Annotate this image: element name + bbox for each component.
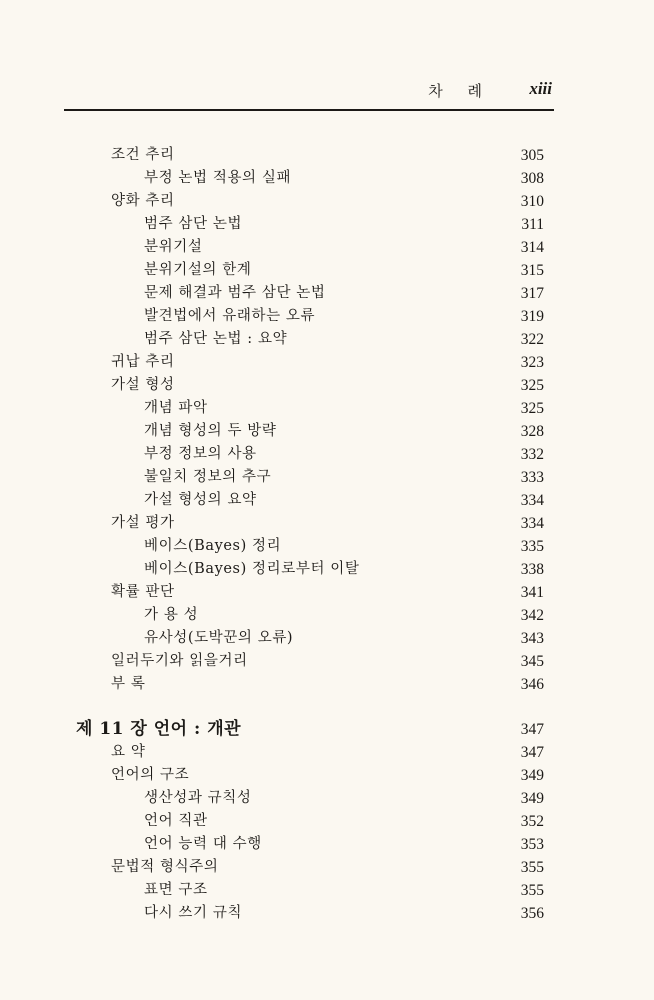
- table-of-contents: [0, 144, 654, 925]
- toc-entry-label: 개념 형성의 두 방략: [144, 423, 277, 439]
- toc-entry-page: 355: [520, 859, 544, 876]
- toc-entry-label: 표면 구조: [144, 882, 208, 898]
- toc-entry-label: 확률 판단: [111, 584, 175, 600]
- running-head: [64, 80, 554, 102]
- toc-entry-label: 분위기설: [144, 239, 203, 255]
- running-head-page-number: xiii: [529, 79, 552, 98]
- toc-entry-label: 분위기설의 한계: [144, 262, 252, 278]
- toc-entry-page: 328: [520, 423, 544, 440]
- toc-entry-page: 343: [520, 630, 544, 647]
- toc-entry-label: 문법적 형식주의: [111, 859, 219, 875]
- toc-entry-label: 베이스(Bayes) 정리: [144, 538, 282, 554]
- toc-entry-page: 334: [520, 492, 544, 509]
- toc-entry-page: 332: [520, 446, 544, 463]
- toc-entry-page: 349: [520, 790, 544, 807]
- toc-entry: [0, 879, 654, 902]
- toc-entry-label: 가설 형성의 요약: [144, 492, 257, 508]
- toc-entry: [0, 420, 654, 443]
- toc-entry: [0, 764, 654, 787]
- toc-entry-label: 생산성과 규칙성: [144, 790, 252, 806]
- toc-entry: [0, 650, 654, 673]
- toc-entry: [0, 535, 654, 558]
- toc-entry-page: 308: [520, 170, 544, 187]
- toc-entry-page: 323: [520, 354, 544, 371]
- toc-entry: [0, 397, 654, 420]
- toc-entry-page: 341: [520, 584, 544, 601]
- toc-entry-page: 352: [520, 813, 544, 830]
- toc-entry: [0, 856, 654, 879]
- toc-entry: [0, 558, 654, 581]
- toc-entry-label: 범주 삼단 논법: [144, 216, 243, 232]
- toc-entry: [0, 144, 654, 167]
- toc-entry-page: 319: [520, 308, 544, 325]
- toc-entry-label: 발견법에서 유래하는 오류: [144, 308, 316, 324]
- toc-entry-page: 356: [520, 905, 544, 922]
- toc-entry-label: 양화 추리: [111, 193, 175, 209]
- toc-entry: [0, 443, 654, 466]
- toc-entry: [0, 236, 654, 259]
- toc-entry-label: 언어 직관: [144, 813, 208, 829]
- toc-entry: [0, 741, 654, 764]
- toc-entry: [0, 810, 654, 833]
- toc-entry-label: 문제 해결과 범주 삼단 논법: [144, 285, 326, 301]
- toc-entry-label: 다시 쓰기 규칙: [144, 905, 243, 921]
- toc-entry: [0, 282, 654, 305]
- section-gap: [0, 696, 654, 718]
- toc-entry: [0, 581, 654, 604]
- toc-entry: [0, 213, 654, 236]
- toc-entry-page: 335: [520, 538, 544, 555]
- toc-entry-page: 317: [520, 285, 544, 302]
- toc-entry-label: 언어의 구조: [111, 767, 190, 783]
- toc-entry-label: 불일치 정보의 추구: [144, 469, 272, 485]
- toc-entry-page: 353: [520, 836, 544, 853]
- header-rule: [64, 109, 554, 111]
- toc-entry: [0, 305, 654, 328]
- toc-entry-label: 부정 논법 적용의 실패: [144, 170, 292, 186]
- toc-entry: [0, 787, 654, 810]
- toc-entry-label: 유사성(도박꾼의 오류): [144, 630, 294, 646]
- chapter-page: 347: [520, 721, 544, 738]
- toc-entry-page: 346: [520, 676, 544, 693]
- toc-entry: [0, 833, 654, 856]
- toc-entry: [0, 627, 654, 650]
- toc-entry-page: 315: [520, 262, 544, 279]
- toc-entry-page: 349: [520, 767, 544, 784]
- toc-entry-label: 부 록: [111, 676, 146, 692]
- toc-entry-label: 요 약: [111, 744, 146, 760]
- toc-entry: [0, 673, 654, 696]
- toc-entry-page: 347: [520, 744, 544, 761]
- running-head-title: 차 례: [428, 82, 492, 100]
- toc-entry-page: 334: [520, 515, 544, 532]
- toc-entry-page: 345: [520, 653, 544, 670]
- toc-entry-page: 338: [520, 561, 544, 578]
- toc-entry: [0, 328, 654, 351]
- toc-entry-label: 개념 파악: [144, 400, 208, 416]
- toc-entry: [0, 512, 654, 535]
- toc-entry-label: 언어 능력 대 수행: [144, 836, 262, 852]
- toc-entry-label: 부정 정보의 사용: [144, 446, 257, 462]
- toc-entry-label: 일러두기와 읽을거리: [111, 653, 248, 669]
- toc-entry-label: 가설 형성: [111, 377, 175, 393]
- toc-entry: [0, 374, 654, 397]
- toc-entry-page: 342: [520, 607, 544, 624]
- toc-entry-page: 333: [520, 469, 544, 486]
- toc-entry-label: 베이스(Bayes) 정리로부터 이탈: [144, 561, 360, 577]
- toc-entry-label: 귀납 추리: [111, 354, 175, 370]
- toc-entry-label: 조건 추리: [111, 147, 175, 163]
- toc-entry-label: 가 용 성: [144, 607, 199, 623]
- toc-entry: [0, 489, 654, 512]
- toc-entry-label: 범주 삼단 논법 : 요약: [144, 331, 288, 347]
- toc-entry: [0, 466, 654, 489]
- toc-entry-page: 310: [520, 193, 544, 210]
- toc-entry-page: 325: [520, 377, 544, 394]
- chapter-title: 제 11 장 언어 : 개관: [76, 719, 242, 739]
- toc-entry: [0, 351, 654, 374]
- toc-entry-label: 가설 평가: [111, 515, 175, 531]
- chapter-heading: [0, 718, 654, 741]
- toc-entry-page: 311: [521, 216, 544, 233]
- toc-entry: [0, 190, 654, 213]
- toc-entry-page: 322: [520, 331, 544, 348]
- toc-entry: [0, 167, 654, 190]
- toc-entry-page: 325: [520, 400, 544, 417]
- toc-entry: [0, 902, 654, 925]
- toc-entry: [0, 604, 654, 627]
- toc-entry-page: 355: [520, 882, 544, 899]
- toc-entry: [0, 259, 654, 282]
- toc-entry-page: 305: [520, 147, 544, 164]
- toc-entry-page: 314: [520, 239, 544, 256]
